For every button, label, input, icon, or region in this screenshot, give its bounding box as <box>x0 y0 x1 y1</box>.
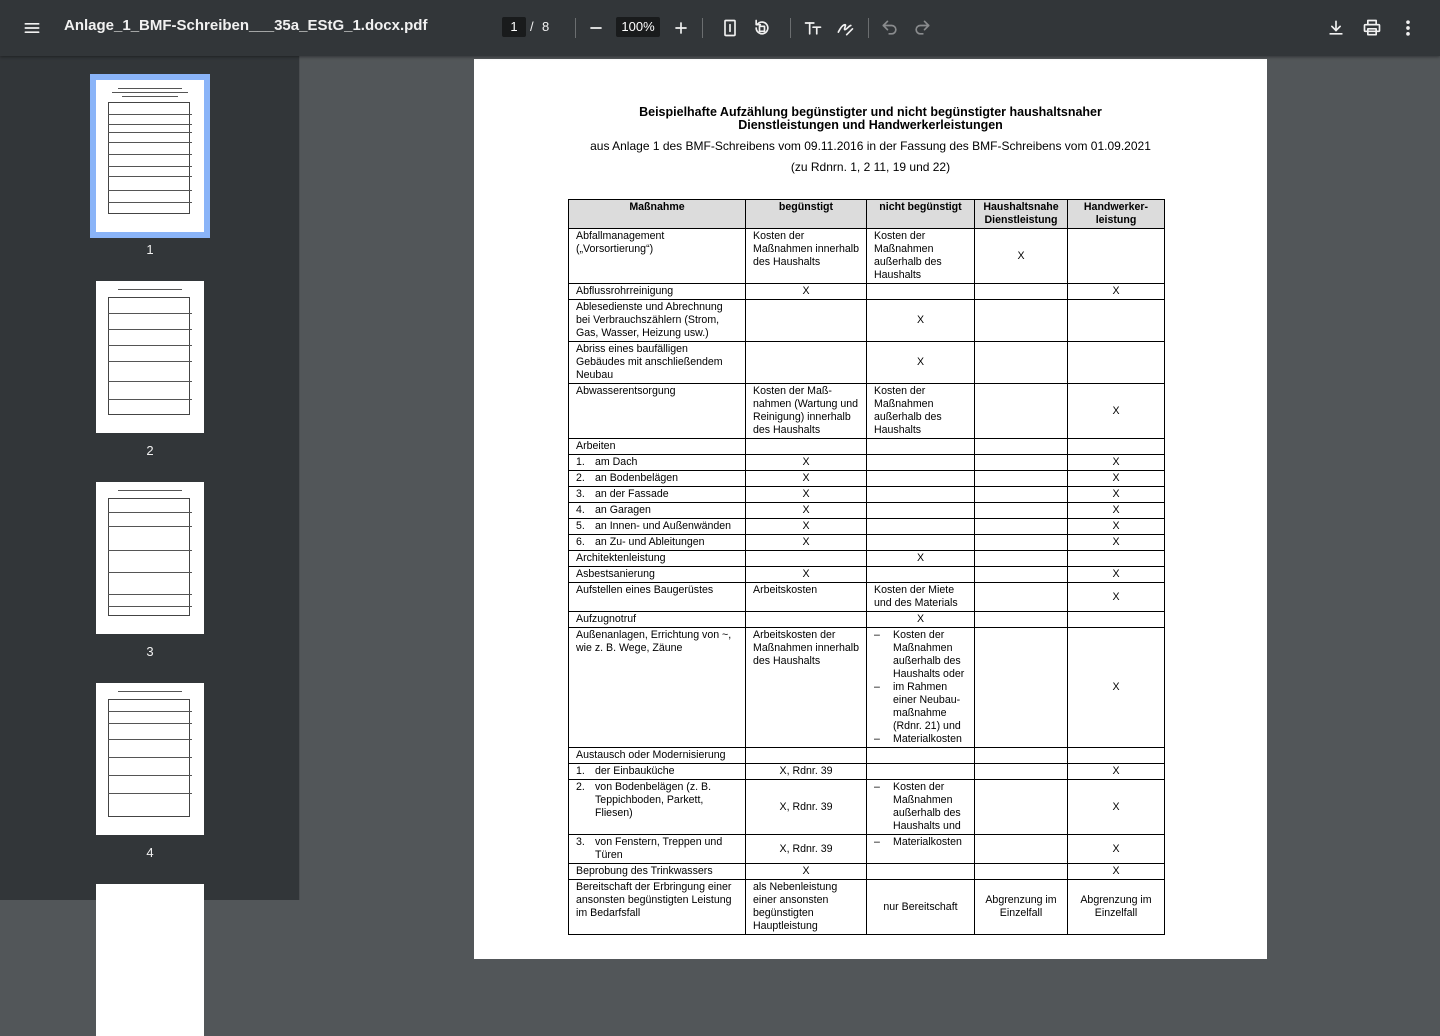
table-cell: X <box>746 487 867 503</box>
table-cell <box>746 612 867 628</box>
fit-to-page-button[interactable] <box>714 12 746 44</box>
table-cell: Abgrenzung im Einzelfall <box>975 880 1068 935</box>
plus-icon <box>671 18 691 38</box>
table-cell <box>975 519 1068 535</box>
toolbar-divider <box>575 18 576 38</box>
table-cell <box>867 284 975 300</box>
table-cell <box>1068 439 1165 455</box>
table-cell <box>1068 300 1165 342</box>
table-cell: Asbestsanierung <box>569 567 746 583</box>
rotate-icon <box>752 18 772 38</box>
table-cell: X <box>1068 835 1165 864</box>
table-cell: X, Rdnr. 39 <box>746 764 867 780</box>
document-title: Anlage_1_BMF-Schreiben___35a_EStG_1.docx.pdf <box>64 17 428 34</box>
thumbnail-label: 1 <box>146 242 154 257</box>
table-cell: X <box>867 551 975 567</box>
print-icon <box>1362 18 1382 38</box>
table-cell: X <box>1068 519 1165 535</box>
table-cell <box>975 835 1068 864</box>
table-row <box>569 835 1165 864</box>
table-cell: als Nebenleistung einer ansonsten begünstigten Hauptleistung <box>746 880 867 935</box>
table-cell <box>975 384 1068 439</box>
table-cell: Außenanlagen, Errichtung von ~, wie z. B. Wege, Zäune <box>569 628 746 748</box>
more-options-button[interactable] <box>1392 12 1424 44</box>
table-cell: X <box>975 229 1068 284</box>
table-row <box>569 284 1165 300</box>
table-cell <box>1068 229 1165 284</box>
table-row <box>569 535 1165 551</box>
table-row <box>569 455 1165 471</box>
table-row <box>569 439 1165 455</box>
table-cell: 1. am Dach <box>569 455 746 471</box>
table-cell: – Kosten der Maßnahmen außerhalb des Haushalts und <box>867 780 975 835</box>
pdf-page <box>474 59 1267 959</box>
table-cell: 5. an Innen- und Außenwänden <box>569 519 746 535</box>
table-cell <box>867 439 975 455</box>
table-row <box>569 583 1165 612</box>
table-cell: Kosten der Maßnahmen außerhalb des Haushalts <box>867 384 975 439</box>
table-cell <box>867 471 975 487</box>
table-cell: Abgrenzung im Einzelfall <box>1068 880 1165 935</box>
table-row <box>569 487 1165 503</box>
table-cell <box>867 748 975 764</box>
table-cell: 1. der Einbauküche <box>569 764 746 780</box>
table-cell: Bereitschaft der Erbringung einer ansonsten begünstigten Leistung im Bedarfsfall <box>569 880 746 935</box>
table-cell <box>975 567 1068 583</box>
table-cell: X <box>1068 535 1165 551</box>
fit-page-icon <box>720 18 740 38</box>
page-total: 8 <box>542 19 550 34</box>
table-cell: X, Rdnr. 39 <box>746 835 867 864</box>
text-annotation-button[interactable] <box>797 12 829 44</box>
table-header-row <box>569 200 1165 229</box>
table-cell: Arbeitskosten <box>746 583 867 612</box>
table-cell <box>975 487 1068 503</box>
table-cell <box>975 612 1068 628</box>
draw-annotation-button[interactable] <box>829 12 861 44</box>
table-cell: Arbeitskosten der Maßnahmen innerhalb des Haushalts <box>746 628 867 748</box>
table-cell: 3. von Fenstern, Treppen und Türen <box>569 835 746 864</box>
table-cell <box>746 342 867 384</box>
column-header: Maßnahme <box>569 200 746 229</box>
table-cell <box>867 487 975 503</box>
thumbnail-label: 4 <box>146 845 154 860</box>
table-cell <box>746 300 867 342</box>
more-vertical-icon <box>1398 18 1418 38</box>
table-row <box>569 342 1165 384</box>
table-cell <box>975 551 1068 567</box>
table-cell: X <box>746 503 867 519</box>
table-row <box>569 503 1165 519</box>
table-cell <box>975 300 1068 342</box>
table-cell: Abfallmanagement („Vorsortierung“) <box>569 229 746 284</box>
document-subtitle: aus Anlage 1 des BMF-Schreibens vom 09.11.2016 in der Fassung des BMF-Schreibens vom 01.09.2021 <box>590 139 1151 153</box>
document-heading-line-2: Dienstleistungen und Handwerkerleistungen <box>738 118 1003 132</box>
table-cell <box>975 583 1068 612</box>
column-header: Haushaltsnahe Dienstleistung <box>975 200 1068 229</box>
table-row <box>569 880 1165 935</box>
table-row <box>569 748 1165 764</box>
table-cell: X <box>746 284 867 300</box>
table-cell <box>975 342 1068 384</box>
table-cell: Arbeiten <box>569 439 746 455</box>
table-cell <box>867 864 975 880</box>
table-cell: Abflussrohrreinigung <box>569 284 746 300</box>
table-cell: Aufzugnotruf <box>569 612 746 628</box>
toolbar-divider <box>702 18 703 38</box>
table-cell <box>975 284 1068 300</box>
table-cell: Ablesedienste und Abrechnung bei Verbrauchszählern (Strom, Gas, Wasser, Heizung usw.) <box>569 300 746 342</box>
table-cell: X <box>1068 384 1165 439</box>
table-cell: X <box>1068 503 1165 519</box>
undo-button[interactable] <box>874 12 906 44</box>
table-cell: X <box>867 300 975 342</box>
page-thumbnail-2[interactable] <box>96 281 204 433</box>
page-thumbnail-4[interactable] <box>96 683 204 835</box>
print-button[interactable] <box>1356 12 1388 44</box>
table-row <box>569 551 1165 567</box>
table-cell <box>975 439 1068 455</box>
table-row <box>569 519 1165 535</box>
table-cell: Abriss eines baufälligen Gebäudes mit anschließendem Neubau <box>569 342 746 384</box>
table-cell <box>975 503 1068 519</box>
table-cell: X <box>1068 284 1165 300</box>
toolbar-divider <box>868 18 869 38</box>
table-cell: Kosten der Miete und des Materials <box>867 583 975 612</box>
table-cell: X <box>746 535 867 551</box>
hamburger-menu-icon[interactable] <box>16 12 48 44</box>
table-cell: – Kosten der Maßnahmen außerhalb des Haushalts oder – im Rahmen einer Neubau-maßnahme (Rdnr. 21) und – Materialkosten <box>867 628 975 748</box>
measures-table <box>568 199 1165 935</box>
table-cell <box>867 519 975 535</box>
table-cell <box>975 628 1068 748</box>
thumbnail-sidebar <box>0 56 300 900</box>
table-cell: X <box>1068 628 1165 748</box>
table-row <box>569 780 1165 835</box>
table-cell: X <box>867 342 975 384</box>
table-cell: X <box>1068 583 1165 612</box>
table-cell: Architektenleistung <box>569 551 746 567</box>
zoom-in-button[interactable] <box>665 12 697 44</box>
table-cell: X <box>1068 567 1165 583</box>
document-heading-line-1: Beispielhafte Aufzählung begünstigter und nicht begünstigter haushaltsnaher <box>639 105 1102 119</box>
table-cell: X <box>746 519 867 535</box>
download-button[interactable] <box>1320 12 1352 44</box>
table-row <box>569 229 1165 284</box>
table-cell: 2. von Bodenbelägen (z. B. Teppichboden, Parkett, Fliesen) <box>569 780 746 835</box>
table-cell <box>975 864 1068 880</box>
table-cell <box>1068 342 1165 384</box>
table-cell: X <box>746 864 867 880</box>
document-reference: (zu Rdnrn. 1, 2 11, 19 und 22) <box>790 160 951 174</box>
download-icon <box>1326 18 1346 38</box>
table-cell: Kosten der Maßnahmen außerhalb des Haushalts <box>867 229 975 284</box>
table-row <box>569 567 1165 583</box>
table-row <box>569 612 1165 628</box>
zoom-input[interactable]: 100% <box>616 17 660 37</box>
table-cell: 2. an Bodenbelägen <box>569 471 746 487</box>
document-viewer[interactable] <box>301 56 1440 932</box>
table-cell <box>1068 612 1165 628</box>
table-cell: X <box>1068 764 1165 780</box>
column-header: nicht begünstigt <box>867 200 975 229</box>
table-cell: Aufstellen eines Baugerüstes <box>569 583 746 612</box>
page-thumbnail-5[interactable] <box>96 884 204 1036</box>
text-size-icon <box>803 18 823 38</box>
pdf-toolbar <box>0 0 1440 56</box>
table-cell <box>746 439 867 455</box>
table-cell <box>867 567 975 583</box>
table-cell: Austausch oder Modernisierung <box>569 748 746 764</box>
page-thumbnail-1[interactable] <box>96 80 204 232</box>
table-cell: 6. an Zu- und Ableitungen <box>569 535 746 551</box>
redo-icon <box>912 18 932 38</box>
table-cell: X <box>1068 455 1165 471</box>
table-cell: X <box>1068 471 1165 487</box>
pen-icon <box>835 18 855 38</box>
table-row <box>569 628 1165 748</box>
table-cell: Kosten der Maßnahmen innerhalb des Haushalts <box>746 229 867 284</box>
table-cell <box>867 503 975 519</box>
table-row <box>569 300 1165 342</box>
table-cell <box>975 455 1068 471</box>
table-cell: Kosten der Maß-nahmen (Wartung und Reinigung) innerhalb des Haushalts <box>746 384 867 439</box>
table-row <box>569 864 1165 880</box>
table-cell <box>867 535 975 551</box>
table-cell <box>746 748 867 764</box>
table-cell <box>975 471 1068 487</box>
page-number-input[interactable]: 1 <box>502 17 526 37</box>
table-cell: X <box>746 471 867 487</box>
table-cell: X <box>867 612 975 628</box>
table-cell: Beprobung des Trinkwassers <box>569 864 746 880</box>
table-cell: 4. an Garagen <box>569 503 746 519</box>
table-cell <box>975 748 1068 764</box>
table-cell <box>975 764 1068 780</box>
table-cell: – Materialkosten <box>867 835 975 864</box>
thumbnail-label: 2 <box>146 443 154 458</box>
redo-button[interactable] <box>906 12 938 44</box>
thumbnail-label: 3 <box>146 644 154 659</box>
column-header: begünstigt <box>746 200 867 229</box>
table-cell <box>867 764 975 780</box>
toolbar-divider <box>790 18 791 38</box>
table-cell: nur Bereitschaft <box>867 880 975 935</box>
table-row <box>569 471 1165 487</box>
table-cell <box>1068 748 1165 764</box>
minus-icon <box>586 18 606 38</box>
table-cell: X <box>1068 864 1165 880</box>
undo-icon <box>880 18 900 38</box>
table-cell: X <box>1068 780 1165 835</box>
table-cell: X <box>746 455 867 471</box>
table-cell: X <box>1068 487 1165 503</box>
page-thumbnail-3[interactable] <box>96 482 204 634</box>
zoom-out-button[interactable] <box>580 12 612 44</box>
table-cell: 3. an der Fassade <box>569 487 746 503</box>
table-cell <box>975 780 1068 835</box>
table-cell <box>1068 551 1165 567</box>
table-row <box>569 384 1165 439</box>
column-header: Handwerker-leistung <box>1068 200 1165 229</box>
table-cell: X, Rdnr. 39 <box>746 780 867 835</box>
table-cell <box>746 551 867 567</box>
table-cell: X <box>746 567 867 583</box>
table-row <box>569 764 1165 780</box>
table-cell <box>867 455 975 471</box>
page-separator: / <box>530 19 534 34</box>
table-cell: Abwasserentsorgung <box>569 384 746 439</box>
table-cell <box>975 535 1068 551</box>
rotate-button[interactable] <box>746 12 778 44</box>
